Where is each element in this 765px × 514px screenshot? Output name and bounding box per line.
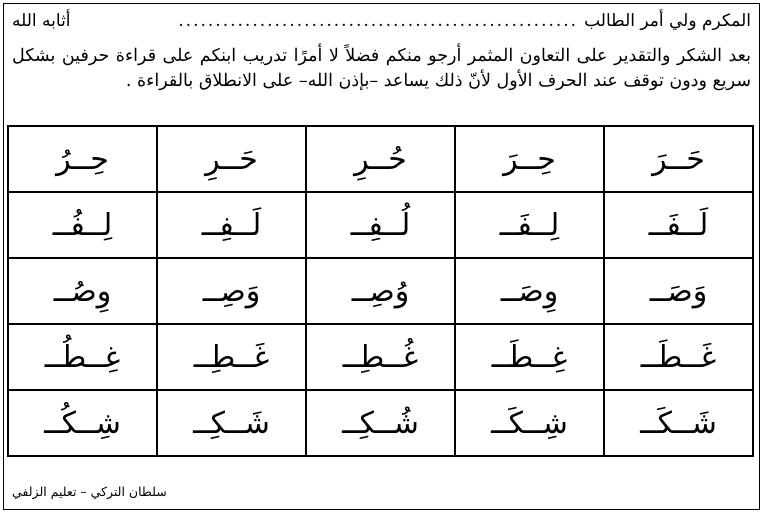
letter-cell: شَــكِــ — [157, 390, 306, 456]
letter-cell: شِــكُــ — [8, 390, 157, 456]
name-blank-dots: ...................................................... — [178, 11, 579, 31]
instructions-paragraph: بعد الشكر والتقدير على التعاون المثمر أرجو منكم فضلاً لا أمرًا تدريب ابنكم على قراءة حرفين بشكل سريع ودون توقف عند الحرف الأول لأنّ ذلك يساعد –بإذن الله– على الانطلاق بالقراءة . — [12, 46, 751, 91]
footer-credit: سلطان التركي – تعليم الزلفي — [12, 484, 167, 499]
letter-cell: حَــرَ — [604, 126, 753, 192]
letter-cell: حُــرِ — [306, 126, 455, 192]
letter-cell: غِــطُــ — [8, 324, 157, 390]
table-row — [8, 192, 753, 258]
table-row — [8, 258, 753, 324]
letter-cell: وَصِــ — [157, 258, 306, 324]
letter-cell: لَــفِــ — [157, 192, 306, 258]
table-row — [8, 390, 753, 456]
letter-cell: وُصِــ — [306, 258, 455, 324]
letter-cell: شُــكِــ — [306, 390, 455, 456]
letter-cell: شَــكَــ — [604, 390, 753, 456]
letter-cell: غَــطِــ — [157, 324, 306, 390]
letter-cell: وِصُــ — [8, 258, 157, 324]
letter-cell: غَــطَــ — [604, 324, 753, 390]
letter-cell: غِــطَــ — [455, 324, 604, 390]
letter-cell: حِــرَ — [455, 126, 604, 192]
letter-cell: حِــرُ — [8, 126, 157, 192]
letters-table — [7, 125, 754, 457]
letter-cell: لِــفَــ — [455, 192, 604, 258]
letter-cell: غُــطِــ — [306, 324, 455, 390]
letter-cell: لَــفَــ — [604, 192, 753, 258]
table-row — [8, 324, 753, 390]
letter-cell: لِــفُــ — [8, 192, 157, 258]
letter-cell: وِصَــ — [455, 258, 604, 324]
table-row — [8, 126, 753, 192]
addressee-label: المكرم ولي أمر الطالب — [584, 11, 751, 31]
letter-cell: لُــفِــ — [306, 192, 455, 258]
header-line — [12, 8, 751, 34]
letter-cell: حَــرِ — [157, 126, 306, 192]
letter-cell: وَصَــ — [604, 258, 753, 324]
letter-cell: شِــكَــ — [455, 390, 604, 456]
blessing-text: أثابه الله — [12, 11, 71, 31]
